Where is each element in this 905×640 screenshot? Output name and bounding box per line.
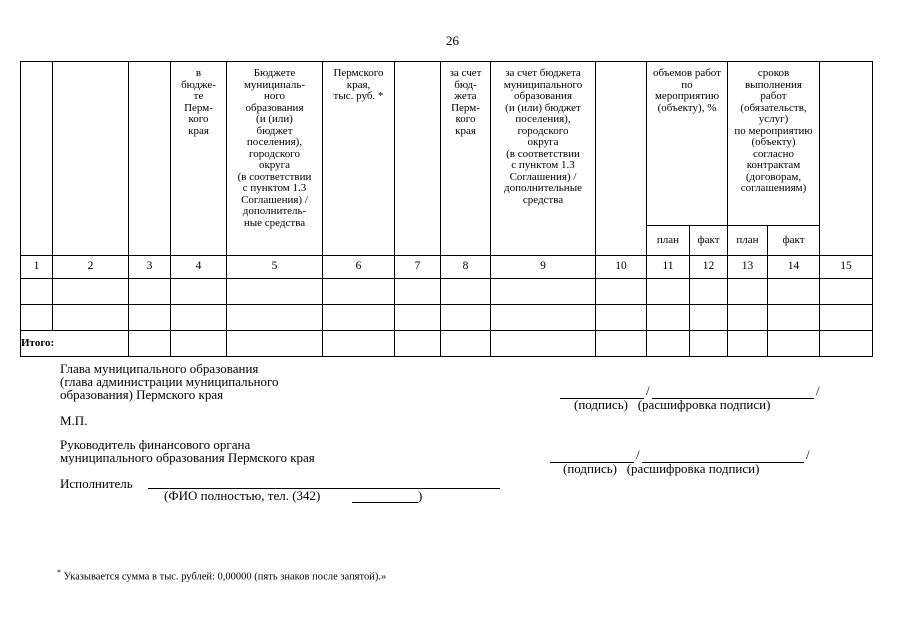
header-col-6: Пермского края, тыс. руб. * [323,62,395,256]
column-number: 2 [53,256,129,279]
column-number: 9 [491,256,596,279]
column-number: 7 [395,256,441,279]
header-col-3 [129,62,171,256]
header-col-8: за счет бюд- жета Перм- кого края [441,62,491,256]
executor-label: Исполнитель [60,476,133,491]
executor-caption: (ФИО полностью, тел. (342) [164,488,321,503]
header-work-volume: объемов работ по мероприятию (объекту), % [647,62,728,226]
subheader-fact: факт [768,226,820,256]
column-number: 1 [21,256,53,279]
header-col-7 [395,62,441,256]
column-number-row [21,256,873,279]
signature-caption: (подпись) (расшифровка подписи) [574,397,771,412]
subheader-fact: факт [690,226,728,256]
column-number: 10 [596,256,647,279]
stamp-label: М.П. [60,413,88,428]
page-number: 26 [446,33,459,48]
column-number: 13 [728,256,768,279]
column-number: 11 [647,256,690,279]
column-number: 3 [129,256,171,279]
header-col-2 [53,62,129,256]
subheader-plan: план [728,226,768,256]
header-col-15 [820,62,873,256]
column-number: 14 [768,256,820,279]
column-number: 4 [171,256,227,279]
finance-signatory-label: Руководитель финансового органа муниципального образования Пермского края [60,437,315,465]
column-number: 6 [323,256,395,279]
header-row [21,62,873,226]
footnote: * Указывается сумма в тыс. рублей: 0,00000 (пять знаков после запятой).» [57,568,387,583]
table-row [21,305,873,331]
header-col-1 [21,62,53,256]
executor-paren: ) [418,488,423,503]
header-col-10 [596,62,647,256]
signature-slash: / [636,447,640,462]
head-signatory-label: Глава муниципального образования (глава администрации муниципального образования) Пермского края [60,361,279,402]
column-number: 8 [441,256,491,279]
signature-slash: / [816,383,820,398]
subheader-plan: план [647,226,690,256]
header-col-9: за счет бюджета муниципального образования (и (или) бюджет поселения), городского округа (в соответствии с пунктом 1.3 Соглашения) / дополнительные средства [491,62,596,256]
column-number: 12 [690,256,728,279]
phone-line [352,502,418,503]
column-number: 15 [820,256,873,279]
signature-slash: / [806,447,810,462]
table-row [21,279,873,305]
column-number: 5 [227,256,323,279]
header-col-5: Бюджете муниципаль- ного образования (и (или) бюджет поселения), городского округа (в соответствии с пунктом 1.3 Соглашения) / дополнитель- ные средства [227,62,323,256]
header-col-4: в бюдже- те Перм- кого края [171,62,227,256]
signature-caption: (подпись) (расшифровка подписи) [563,461,760,476]
header-work-terms: сроков выполнения работ (обязательств, услуг) по мероприятию (объекту) согласно контрактам (договорам, соглашениям) [728,62,820,226]
total-row [21,331,873,357]
signature-slash: / [646,383,650,398]
total-label: Итого: [21,331,129,357]
report-table [20,61,873,357]
